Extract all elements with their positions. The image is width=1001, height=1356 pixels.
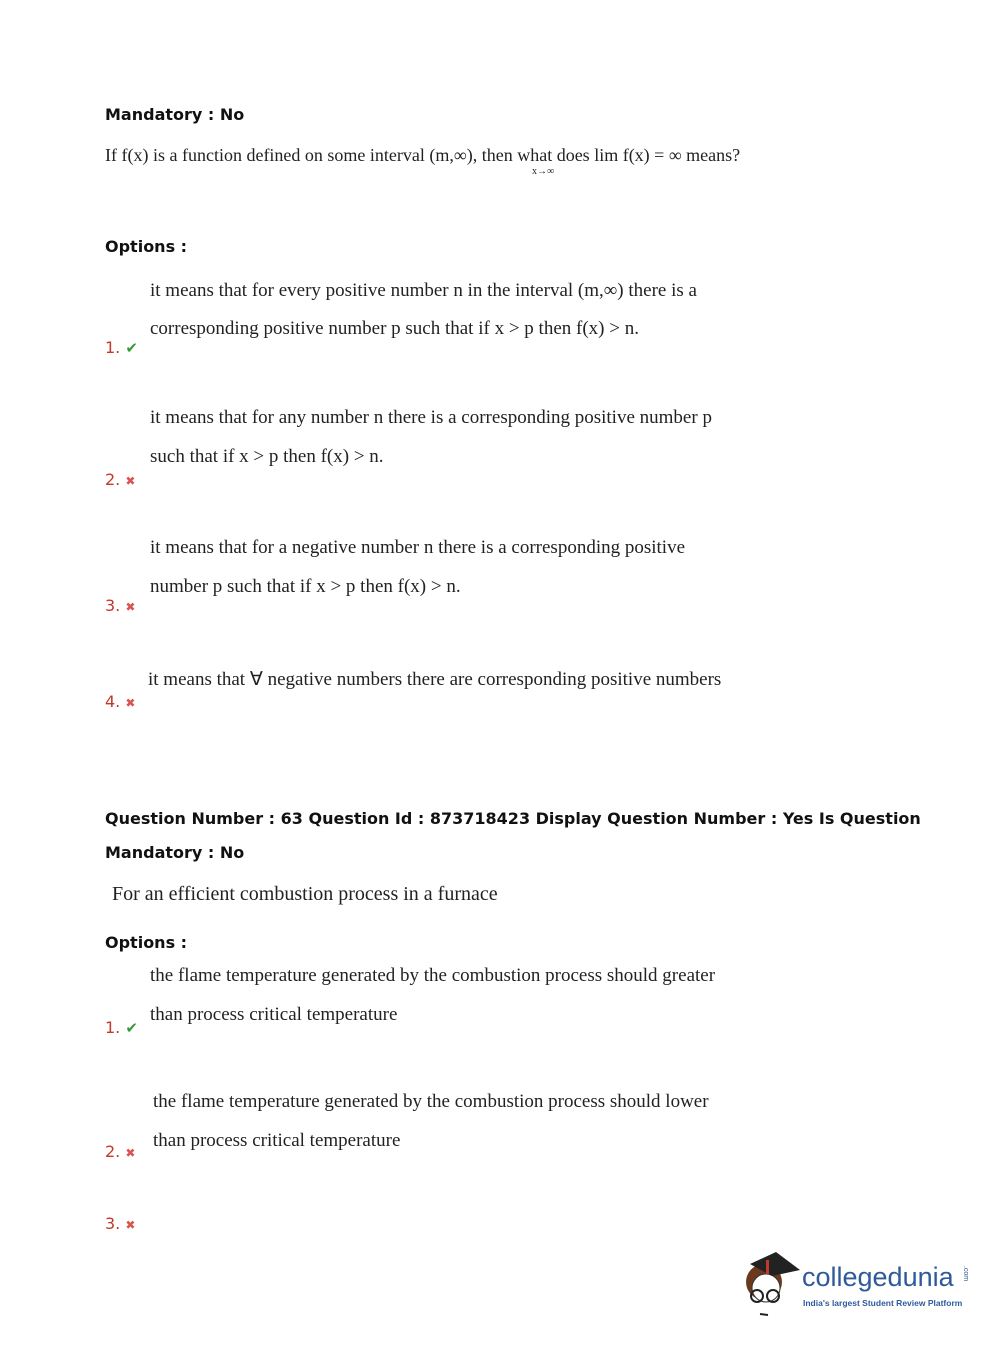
cross-icon: ✖ — [125, 696, 136, 710]
option-number: 3. — [105, 596, 121, 615]
mandatory-label: Mandatory : No — [105, 105, 245, 124]
option-number: 2. — [105, 1142, 121, 1161]
option-number: 1. — [105, 338, 121, 357]
logo-name: collegedunia — [802, 1262, 954, 1292]
option-2-line-1: it means that for any number n there is a corresponding positive number p — [150, 407, 712, 428]
question-text: If f(x) is a function defined on some interval (m,∞), then what does lim f(x) = ∞ means? — [105, 145, 741, 165]
cross-icon: ✖ — [125, 600, 136, 614]
cross-icon: ✖ — [125, 1218, 136, 1232]
option-number: 2. — [105, 470, 121, 489]
check-icon: ✔ — [125, 1019, 138, 1037]
option-1-line-2: corresponding positive number p such that if x > p then f(x) > n. — [150, 318, 639, 339]
options-label: Options : — [105, 237, 188, 256]
option-3-line-2: number p such that if x > p then f(x) > n. — [150, 576, 461, 597]
mascot-icon — [742, 1250, 804, 1316]
option-1-line-1: the flame temperature generated by the combustion process should greater — [150, 965, 716, 986]
option-2-line-1: the flame temperature generated by the combustion process should lower — [153, 1091, 709, 1112]
option-1-line-1: it means that for every positive number n in the interval (m,∞) there is a — [150, 280, 697, 301]
logo-suffix: .com — [962, 1265, 970, 1282]
cross-icon: ✖ — [125, 1146, 136, 1160]
question-text: For an efficient combustion process in a furnace — [112, 883, 498, 905]
question-header: Question Number : 63 Question Id : 873718423 Display Question Number : Yes Is Question — [105, 809, 921, 828]
option-4-line-1: it means that ∀ negative numbers there are corresponding positive numbers — [148, 669, 722, 690]
collegedunia-logo — [742, 1250, 972, 1320]
options-label: Options : — [105, 933, 188, 952]
option-2-line-2: than process critical temperature — [153, 1130, 401, 1151]
limit-subscript: x→∞ — [532, 166, 555, 177]
mandatory-label: Mandatory : No — [105, 843, 245, 862]
cross-icon: ✖ — [125, 474, 136, 488]
option-number: 1. — [105, 1018, 121, 1037]
option-2-line-2: such that if x > p then f(x) > n. — [150, 446, 384, 467]
check-icon: ✔ — [125, 339, 138, 357]
option-3-line-1: it means that for a negative number n there is a corresponding positive — [150, 537, 686, 558]
option-1-line-2: than process critical temperature — [150, 1004, 398, 1025]
option-number: 4. — [105, 692, 121, 711]
option-number: 3. — [105, 1214, 121, 1233]
logo-tagline: India's largest Student Review Platform — [803, 1298, 963, 1308]
